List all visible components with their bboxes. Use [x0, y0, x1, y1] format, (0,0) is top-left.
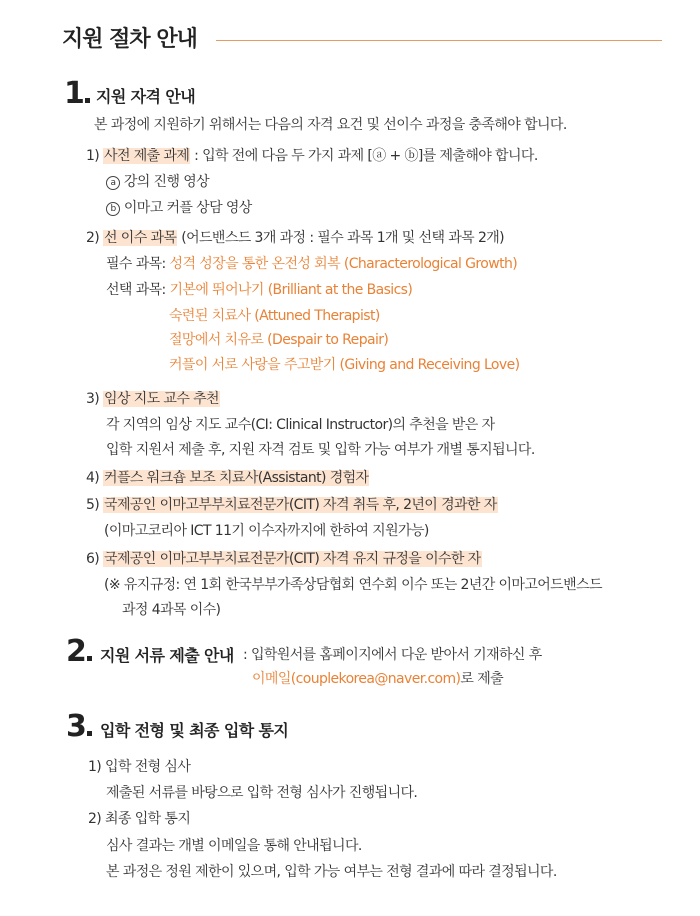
- required-course-row: 필수 과목: 성격 성장을 통한 온전성 회복 (Characterological Growth): [106, 256, 518, 272]
- item-1-2-highlight: 선 이수 과목: [104, 230, 177, 246]
- email-address: 이메일(couplekorea@naver.com): [252, 671, 461, 687]
- item-1-3-highlight: 임상 지도 교수 추천: [104, 391, 219, 407]
- item-3-2-text2: 본 과정은 정원 제한이 있으며, 입학 가능 여부는 전형 결과에 따라 결정됩니다.: [106, 864, 557, 880]
- section-2-number: 2: [66, 634, 92, 669]
- item-1-6: 6) 국제공인 이마고부부치료전문가(CIT) 자격 유지 규정을 이수한 자: [86, 551, 481, 567]
- item-1-3-line1: 각 지역의 임상 지도 교수(CI: Clinical Instructor)의 추천을 받은 자: [106, 417, 495, 433]
- section-3-heading: 입학 전형 및 최종 입학 통지: [100, 721, 289, 740]
- item-3-1-label: 1) 입학 전형 심사: [88, 759, 191, 775]
- section-3-number: 3: [66, 709, 92, 744]
- required-course: 성격 성장을 통한 온전성 회복 (Characterological Growth): [169, 256, 518, 272]
- item-3-2-text1: 심사 결과는 개별 이메일을 통해 안내됩니다.: [106, 838, 362, 854]
- item-1-5: 5) 국제공인 이마고부부치료전문가(CIT) 자격 취득 후, 2년이 경과한 자: [86, 497, 497, 513]
- item-3-1-text: 제출된 서류를 바탕으로 입학 전형 심사가 진행됩니다.: [106, 785, 418, 801]
- item-1-6-note2: 과정 4과목 이수): [122, 602, 221, 618]
- item-1-5-highlight: 국제공인 이마고부부치료전문가(CIT) 자격 취득 후, 2년이 경과한 자: [104, 497, 497, 513]
- elective-course: 커플이 서로 사랑을 주고받기 (Giving and Receiving Love): [169, 357, 520, 373]
- page-title: 지원 절차 안내: [62, 27, 197, 52]
- section-1-heading: 지원 자격 안내: [96, 87, 196, 106]
- item-1-1-highlight: 사전 제출 과제: [104, 148, 190, 164]
- item-1-5-note: (이마고코리아 ICT 11기 이수자까지에 한하여 지원가능): [104, 523, 429, 539]
- item-1-3: 3) 임상 지도 교수 추천: [86, 391, 219, 407]
- item-1-1: 1) 사전 제출 과제 : 입학 전에 다음 두 가지 과제 [ⓐ + ⓑ]를 제출해야 합니다.: [86, 148, 538, 164]
- item-1-4-highlight: 커플스 워크숍 보조 치료사(Assistant) 경험자: [104, 470, 369, 486]
- elective-course: 기본에 뛰어나기 (Brilliant at the Basics): [169, 282, 413, 298]
- item-1-6-note1: (※ 유지규정: 연 1회 한국부부가족상담협회 연수회 이수 또는 2년간 이마고어드밴스드: [104, 577, 602, 593]
- elective-course: 절망에서 치유로 (Despair to Repair): [169, 332, 389, 348]
- title-divider: [216, 40, 662, 41]
- section-1-intro: 본 과정에 지원하기 위해서는 다음의 자격 요건 및 선이수 과정을 충족해야 합니다.: [94, 117, 567, 133]
- item-1-3-line2: 입학 지원서 제출 후, 지원 자격 검토 및 입학 가능 여부가 개별 통지됩니다.: [106, 442, 535, 458]
- item-1-1-sub-b: b 이마고 커플 상담 영상: [106, 197, 252, 217]
- elective-course-row: 선택 과목: 기본에 뛰어나기 (Brilliant at the Basics): [106, 282, 413, 298]
- item-1-1-sub-a: a 강의 진행 영상: [106, 171, 209, 191]
- item-1-4: 4) 커플스 워크숍 보조 치료사(Assistant) 경험자: [86, 470, 369, 486]
- item-1-2: 2) 선 이수 과목 (어드밴스드 3개 과정 : 필수 과목 1개 및 선택 과목 2개): [86, 230, 505, 246]
- item-1-6-highlight: 국제공인 이마고부부치료전문가(CIT) 자격 유지 규정을 이수한 자: [104, 551, 481, 567]
- section-2-heading: 지원 서류 제출 안내: [100, 646, 234, 665]
- section-1-number: 1: [64, 76, 90, 111]
- item-3-2-label: 2) 최종 입학 통지: [88, 811, 191, 827]
- elective-course: 숙련된 치료사 (Attuned Therapist): [169, 308, 380, 324]
- section-2-desc: : 입학원서를 홈페이지에서 다운 받아서 기재하신 후: [243, 647, 542, 663]
- section-2-email-row: 이메일(couplekorea@naver.com)로 제출: [252, 671, 504, 687]
